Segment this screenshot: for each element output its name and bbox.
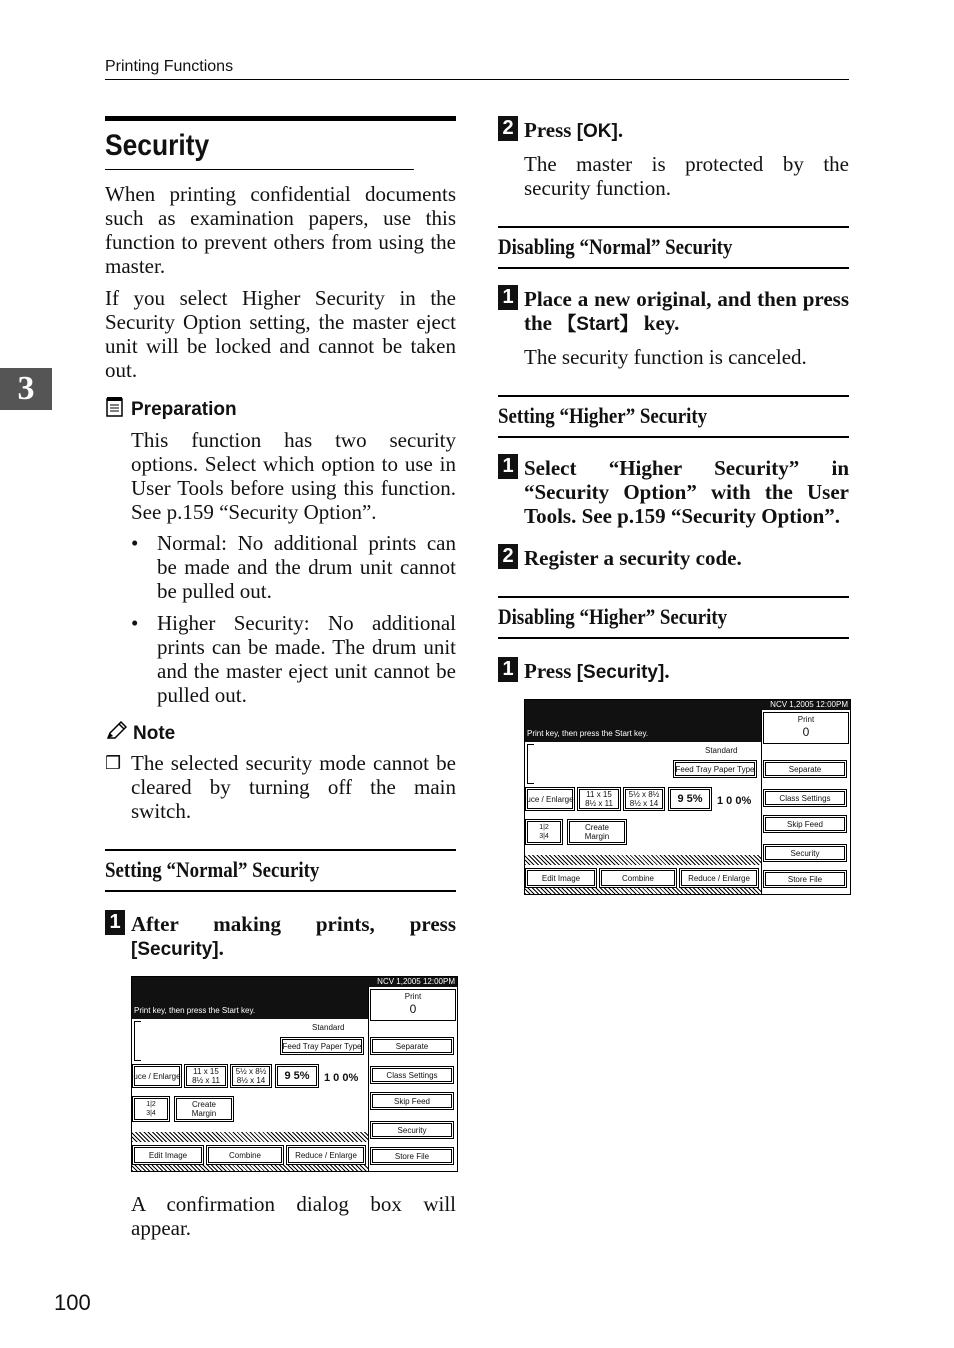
size-1-top: 11 x 15 — [193, 1067, 219, 1076]
step-1-disable-higher — [498, 659, 849, 685]
security-key: [Security] — [576, 662, 665, 683]
create-margin-button[interactable] — [567, 819, 627, 845]
bullet-dot: • — [131, 611, 139, 635]
combine-button[interactable]: Combine — [599, 868, 677, 888]
size-1-bottom: 8½ x 11 — [192, 1076, 220, 1085]
step-number: 1 — [498, 285, 518, 310]
bullet-normal — [131, 531, 456, 603]
reduce-enlarge-button[interactable]: Reduce / Enlarge — [679, 868, 759, 888]
left-column — [105, 116, 456, 1240]
step-1-disable-normal — [498, 287, 849, 337]
skip-feed-button[interactable]: Skip Feed — [763, 815, 847, 833]
size-1-button[interactable] — [184, 1064, 228, 1088]
hatch-band-bottom — [525, 888, 761, 894]
step-text-pre: Place a new original, and then press the — [524, 287, 849, 335]
step-text: Select “Higher Security” in “Security Option” with the User Tools. See p.159 “Security Option”. — [524, 456, 849, 528]
separate-button[interactable]: Separate — [370, 1037, 454, 1055]
message-bar — [132, 987, 368, 1019]
combine-layout-button[interactable] — [132, 1096, 170, 1122]
size-2-top: 5½ x 8½ — [628, 790, 660, 799]
step-2-higher — [498, 546, 849, 570]
step-1-normal — [105, 912, 456, 962]
hatch-band-bottom — [132, 1165, 368, 1171]
reduce-enlarge-button[interactable]: Reduce / Enlarge — [286, 1145, 366, 1165]
panel-divider — [368, 987, 369, 1171]
disable-normal-result: The security function is canceled. — [524, 345, 807, 369]
header-rule — [105, 79, 849, 80]
step-text-post: . — [664, 659, 670, 683]
hatch-band — [525, 855, 761, 865]
zoom-95-button[interactable]: 9 5% — [668, 787, 712, 811]
class-settings-button[interactable]: Class Settings — [763, 789, 847, 807]
step-2-result: The master is protected by the security function. — [524, 152, 849, 200]
step-text-pre: Press — [524, 659, 577, 683]
create-margin-button[interactable] — [174, 1096, 234, 1122]
step-text — [524, 659, 849, 685]
class-settings-button[interactable]: Class Settings — [370, 1066, 454, 1084]
message-bar — [525, 710, 761, 742]
edit-image-button[interactable]: Edit Image — [132, 1145, 204, 1165]
feed-tray-button[interactable]: Feed Tray Paper Type — [673, 760, 757, 778]
size-2-button[interactable] — [230, 1064, 272, 1088]
status-bar: NCV 1,2005 12:00PM — [132, 977, 457, 987]
checkbox-icon: ❒ — [105, 753, 122, 773]
step-text-post: . — [218, 936, 224, 960]
pencil-icon — [105, 721, 127, 747]
right-column — [498, 116, 849, 895]
original-frame — [134, 1021, 141, 1061]
running-header: Printing Functions — [105, 58, 234, 75]
section-setting-higher — [498, 395, 849, 438]
size-1-bottom: 8½ x 11 — [585, 799, 613, 808]
screen-1 — [131, 976, 456, 1172]
note-item — [105, 751, 456, 823]
combine-icon-top: 1|2 — [146, 1101, 156, 1108]
create-margin-top: Create — [191, 1100, 216, 1109]
print-label: Print — [404, 992, 422, 1001]
combine-icon-bottom: 3|4 — [539, 833, 549, 840]
intro-paragraph-2: If you select Higher Security in the Security Option setting, the master eject unit will be locked and cannot be taken out. — [105, 286, 456, 382]
combine-icon-bottom: 3|4 — [146, 1110, 156, 1117]
bullet-higher — [131, 611, 456, 707]
step-text-post: . — [617, 118, 624, 142]
section-disable-normal-title: Disabling “Normal” Security — [498, 234, 733, 259]
title-block — [105, 116, 456, 170]
section-disable-higher — [498, 596, 849, 639]
bullet-text: Normal: No additional prints can be made and the drum unit cannot be pulled out. — [157, 531, 456, 603]
step-number: 1 — [498, 657, 518, 682]
zoom-95-button[interactable]: 9 5% — [275, 1064, 319, 1088]
note-heading — [105, 721, 456, 747]
start-key: 【Start】 — [557, 314, 639, 335]
message-text: Print key, then press the Start key. — [527, 729, 649, 738]
preparation-label: Preparation — [131, 399, 237, 420]
control-panel-screen — [524, 699, 851, 895]
create-margin-bottom: Margin — [191, 1109, 217, 1118]
step-text-pre: Press — [524, 118, 577, 142]
section-disable-higher-title: Disabling “Higher” Security — [498, 604, 728, 629]
reduce-enlarge-short-button[interactable]: uce / Enlarge — [525, 787, 575, 811]
step-text-pre: After making prints, press — [131, 912, 456, 936]
section-disable-normal — [498, 226, 849, 269]
message-text: Print key, then press the Start key. — [134, 1006, 256, 1015]
preparation-icon — [105, 396, 125, 424]
step-number: 2 — [498, 544, 518, 569]
store-file-button[interactable]: Store File — [763, 870, 847, 888]
security-key: [Security] — [131, 939, 219, 960]
skip-feed-button[interactable]: Skip Feed — [370, 1092, 454, 1110]
step-number: 1 — [105, 910, 125, 935]
preparation-text: This function has two security options. Select which option to use in User Tools before using this function. See p.159 “Security Option”. — [131, 428, 456, 524]
ok-key: [OK] — [576, 121, 618, 142]
print-label: Print — [797, 715, 815, 724]
control-panel-screen — [131, 976, 458, 1172]
feed-tray-button[interactable]: Feed Tray Paper Type — [280, 1037, 364, 1055]
panel-divider — [761, 710, 762, 894]
store-file-button[interactable]: Store File — [370, 1147, 454, 1165]
note-text: The selected security mode cannot be cleared by turning off the main switch. — [131, 751, 456, 823]
print-counter — [763, 712, 849, 744]
preparation-heading — [105, 396, 456, 424]
intro-paragraph-1: When printing confidential documents such as examination papers, use this function to prevent others from using the master. — [105, 182, 456, 278]
print-counter — [370, 989, 456, 1021]
screen-2 — [524, 699, 849, 895]
size-2-top: 5½ x 8½ — [235, 1067, 267, 1076]
step-text — [524, 118, 849, 144]
chapter-tab: 3 — [0, 368, 52, 410]
section-setting-normal-title: Setting “Normal” Security — [105, 857, 320, 882]
print-count: 0 — [802, 725, 810, 739]
print-count: 0 — [409, 1002, 417, 1016]
step-text: Register a security code. — [524, 546, 742, 570]
size-1-button[interactable] — [577, 787, 621, 811]
combine-icon-top: 1|2 — [539, 824, 549, 831]
status-bar: NCV 1,2005 12:00PM — [525, 700, 850, 710]
combine-layout-button[interactable] — [525, 819, 563, 845]
section-setting-higher-title: Setting “Higher” Security — [498, 403, 708, 428]
edit-image-button[interactable]: Edit Image — [525, 868, 597, 888]
security-button[interactable]: Security — [370, 1121, 454, 1139]
size-1-top: 11 x 15 — [586, 790, 612, 799]
size-2-bottom: 8½ x 14 — [629, 799, 659, 808]
create-margin-bottom: Margin — [584, 832, 610, 841]
size-2-bottom: 8½ x 14 — [236, 1076, 266, 1085]
page-title: Security — [105, 121, 414, 170]
standard-label: Standard — [312, 1023, 345, 1032]
reduce-enlarge-short-button[interactable]: uce / Enlarge — [132, 1064, 182, 1088]
step-text — [131, 912, 456, 962]
separate-button[interactable]: Separate — [763, 760, 847, 778]
zoom-100-label: 1 0 0% — [324, 1072, 359, 1084]
note-label: Note — [133, 723, 176, 744]
bullet-text: Higher Security: No additional prints can be made. The drum unit and the master eject unit cannot be pulled out. — [157, 611, 456, 707]
after-screen-text: A confirmation dialog box will appear. — [131, 1192, 456, 1240]
step-text-post: key. — [638, 311, 680, 335]
step-number: 2 — [498, 116, 518, 141]
zoom-100-label: 1 0 0% — [717, 795, 752, 807]
standard-label: Standard — [705, 746, 738, 755]
hatch-band — [132, 1132, 368, 1142]
size-2-button[interactable] — [623, 787, 665, 811]
security-button[interactable]: Security — [763, 844, 847, 862]
section-setting-normal — [105, 849, 456, 892]
page-number: 100 — [54, 1290, 91, 1315]
step-number: 1 — [498, 454, 518, 479]
step-2-normal — [498, 118, 849, 144]
original-frame — [527, 744, 534, 784]
step-text — [524, 287, 849, 337]
bullet-dot: • — [131, 531, 139, 555]
create-margin-top: Create — [584, 823, 609, 832]
combine-button[interactable]: Combine — [206, 1145, 284, 1165]
step-1-higher — [498, 456, 849, 528]
